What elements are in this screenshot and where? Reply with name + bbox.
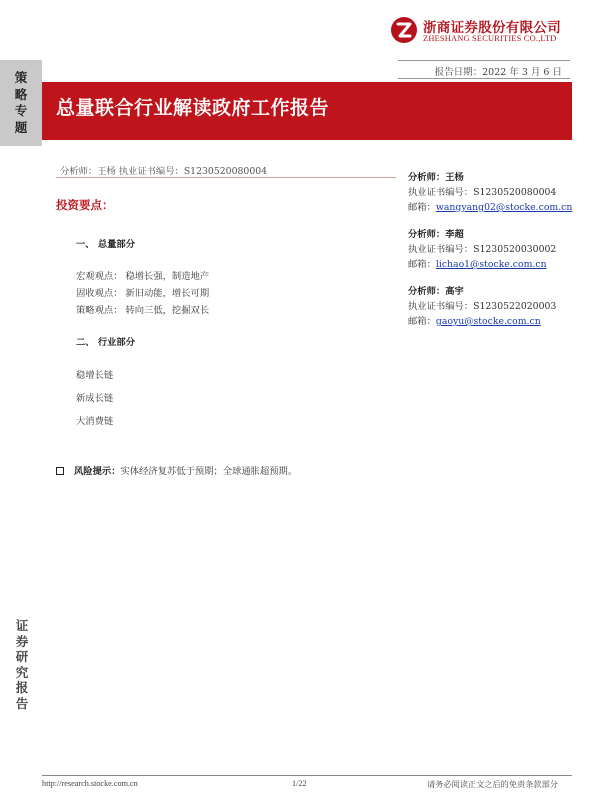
list-item: 固收观点： 新旧动能，增长可期 — [76, 288, 210, 299]
footer-divider — [42, 775, 572, 776]
analyst-email-row — [408, 256, 588, 271]
analyst-card — [408, 226, 588, 271]
logo-mark-icon — [390, 14, 418, 46]
part2-heading: 二、 行业部分 — [76, 337, 136, 348]
analyst-name: 分析师：李超 — [408, 229, 464, 240]
footer-disclaimer: 请务必阅读正文之后的免责条款部分 — [426, 779, 558, 789]
investment-highlights-heading: 投资要点： — [56, 198, 114, 212]
analyst-email-row — [408, 199, 588, 214]
analyst-cert: 执业证书编号：S1230520030002 — [408, 244, 557, 255]
page-number: 1/22 — [292, 779, 307, 788]
checkbox-bullet-icon — [56, 467, 64, 475]
analyst-name: 分析师：高宇 — [408, 286, 464, 297]
part1-heading: 一、 总量部分 — [76, 239, 136, 250]
report-category-label: 策略专题 — [14, 70, 28, 135]
date-bar — [398, 60, 570, 79]
list-item: 宏观观点： 稳增长强，制造地产 — [76, 271, 210, 282]
analyst-card — [408, 169, 588, 214]
risk-warning — [56, 463, 297, 477]
analyst-email-link[interactable]: lichao1@stocke.com.cn — [435, 259, 547, 270]
email-label: 邮箱： — [408, 259, 436, 270]
analyst-cert: 执业证书编号：S1230522020003 — [408, 301, 557, 312]
report-category-tab — [0, 60, 42, 146]
analyst-email-row — [408, 313, 588, 328]
list-item: 稳增长链 — [76, 370, 114, 381]
research-report-label: 证券研究报告 — [15, 618, 29, 711]
analyst-email-link[interactable]: wangyang02@stocke.com.cn — [435, 202, 573, 213]
title-band — [42, 82, 572, 140]
logo-name-en: ZHESHANG SECURITIES CO.,LTD — [423, 34, 557, 43]
logo-name-cn: 浙商证券股份有限公司 — [423, 20, 561, 36]
company-logo — [390, 14, 590, 48]
risk-label: 风险提示： — [74, 466, 121, 477]
footer-url-link[interactable]: http://research.stocke.com.cn — [42, 779, 138, 788]
list-item: 策略观点： 转向三低，挖掘双长 — [76, 305, 210, 316]
analyst-cert: 执业证书编号：S1230520080004 — [408, 187, 557, 198]
divider — [56, 177, 396, 178]
email-label: 邮箱： — [408, 316, 436, 327]
list-item: 大消费链 — [76, 416, 114, 427]
analyst-line: 分析师：王杨 执业证书编号：S1230520080004 — [60, 166, 268, 177]
email-label: 邮箱： — [408, 202, 436, 213]
analyst-name: 分析师：王杨 — [408, 172, 464, 183]
risk-text: 实体经济复苏低于预期；全球通胀超预期。 — [120, 466, 298, 477]
report-title: 总量联合行业解读政府工作报告 — [56, 97, 330, 119]
analyst-email-link[interactable]: gaoyu@stocke.com.cn — [435, 316, 541, 327]
analyst-card — [408, 283, 588, 328]
list-item: 新成长链 — [76, 393, 114, 404]
report-date: 报告日期：2022 年 3 月 6 日 — [434, 67, 562, 78]
